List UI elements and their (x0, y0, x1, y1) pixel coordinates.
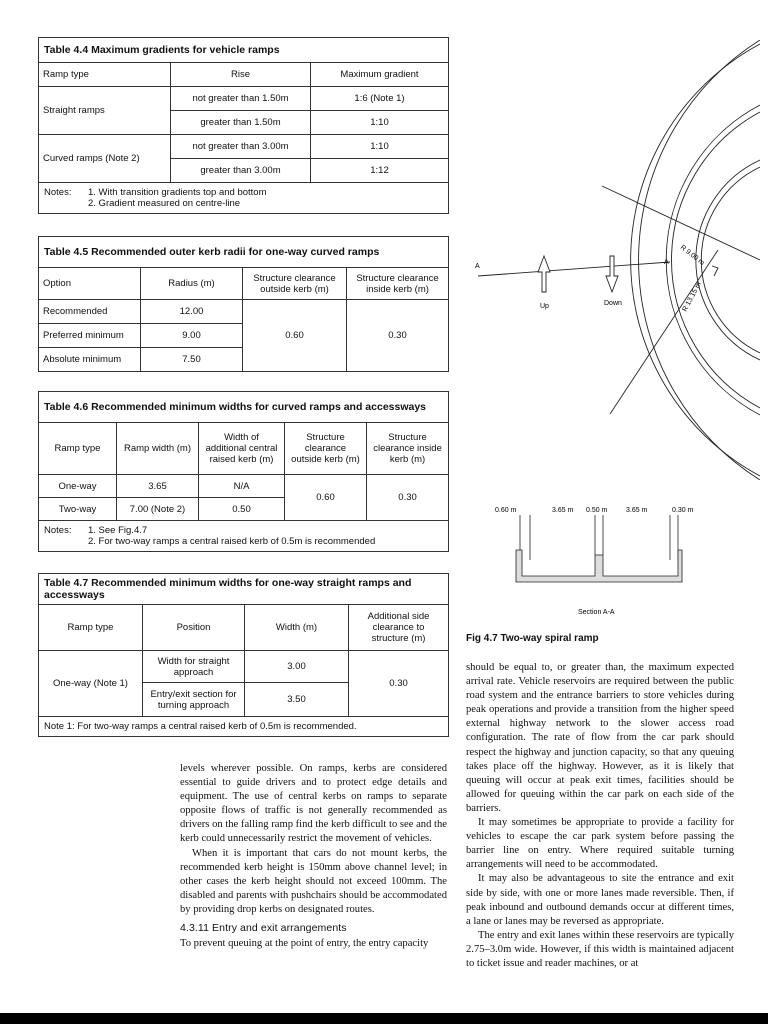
table-cell: 9.00 (141, 324, 243, 348)
header-cell: Option (39, 268, 141, 300)
notes-label: Notes: (44, 525, 72, 536)
dimension-label: 3.65 m (552, 507, 574, 514)
dimension-label: 0.60 m (495, 507, 517, 514)
down-arrow-icon (606, 256, 618, 292)
inner-kerb-arc-2 (701, 167, 760, 353)
section-mark: A (664, 259, 669, 266)
table-cell: 3.50 (245, 683, 349, 717)
note: 2. Gradient measured on centre-line (88, 198, 241, 209)
up-arrow-icon (538, 256, 550, 292)
table-title: Table 4.5 Recommended outer kerb radii for one-way curved ramps (39, 237, 449, 268)
header-cell: Ramp type (39, 423, 117, 475)
dimension-label: 0.50 m (586, 507, 608, 514)
radius-label: R 13.15 m (681, 281, 703, 313)
header-cell: Radius (m) (141, 268, 243, 300)
table-cell: One-way (Note 1) (39, 651, 143, 717)
note: 1. With transition gradients top and bottom (88, 187, 267, 198)
table-4-7 (38, 573, 449, 737)
header-cell: Rise (171, 63, 311, 87)
spiral-ramp-figure (460, 40, 760, 480)
note: 2. For two-way ramps a central raised kerb of 0.5m is recommended (88, 536, 376, 547)
header-cell: Position (143, 605, 245, 651)
section-heading: 4.3.11 Entry and exit arrangements (180, 922, 347, 935)
table-cell: Straight ramps (39, 87, 171, 135)
table-4-5 (38, 236, 449, 372)
left-column-text (180, 762, 447, 951)
note: 1. See Fig.4.7 (88, 525, 148, 536)
table-cell: Two-way (39, 498, 117, 521)
table-cell: 1:12 (311, 159, 449, 183)
paragraph: levels wherever possible. On ramps, kerbs are considered essential to guide drivers and to protect edge details and equipment. The use of central kerbs on ramps to separate opposite flows of traffic is not generally recommended as drivers on the falling ramp find the kerb difficult to see and the kerb could unnecessarily restrict the movement of vehicles. (180, 763, 447, 845)
table-title: Table 4.6 Recommended minimum widths for curved ramps and accessways (39, 392, 449, 423)
header-cell: Width (m) (245, 605, 349, 651)
header-cell: Ramp type (39, 63, 171, 87)
inner-kerb-arc-1 (696, 160, 760, 360)
paragraph: It may sometimes be appropriate to provide a facility for vehicles to escape the car park system before passing the barrier line on entry. Where required suitable turning arrangements will need to be accommodated. (466, 817, 734, 871)
table-cell: 1:10 (311, 135, 449, 159)
section-label: Section A-A (578, 609, 615, 616)
table-cell: 12.00 (141, 300, 243, 324)
section-a-a-figure (490, 500, 710, 625)
paragraph: should be equal to, or greater than, the maximum expected arrival rate. Vehicle reservoirs are required between the public road system and the entrance barriers to store vehicles during peak operations and provide a transition from the higher speed external highway network to the slower access road configuration. The rate of flow from the car park should respect the highway and junction capacity, so that any queuing takes place off the highway. However, as it is likely that queuing will occur at peak exit times, facilities should be allowed for queuing within the car park on each side of the barriers. (466, 662, 734, 814)
table-cell: 0.30 (347, 300, 449, 372)
table-cell: 3.65 (117, 475, 199, 498)
footer-bar (0, 1013, 768, 1024)
header-cell: Ramp width (m) (117, 423, 199, 475)
table-cell: One-way (39, 475, 117, 498)
table-notes: Note 1: For two-way ramps a central raised kerb of 0.5m is recommended. (39, 717, 449, 737)
table-cell: 3.00 (245, 651, 349, 683)
header-cell: Structure clearance inside kerb (m) (347, 268, 449, 300)
paragraph: The entry and exit lanes within these reservoirs are typically 2.75–3.0m wide. However, if this width is maintained adjacent to ticket issue and reader machines, or at (466, 929, 734, 969)
up-label: Up (540, 303, 549, 310)
header-cell: Structure clearance inside kerb (m) (367, 423, 449, 475)
table-cell: not greater than 1.50m (171, 87, 311, 111)
table-title: Table 4.4 Maximum gradients for vehicle ramps (39, 38, 449, 63)
header-cell: Structure clearance outside kerb (m) (285, 423, 367, 475)
table-notes (39, 521, 449, 552)
figure-caption: Fig 4.7 Two-way spiral ramp (466, 633, 599, 644)
table-4-4 (38, 37, 449, 214)
right-column-text (466, 661, 734, 971)
header-cell: Width of additional central raised kerb (m) (199, 423, 285, 475)
paragraph: To prevent queuing at the point of entry, the entry capacity (180, 938, 429, 950)
header-cell: Additional side clearance to structure (m) (349, 605, 449, 651)
table-cell: Width for straight approach (143, 651, 245, 683)
dimension-label: 3.65 m (626, 507, 648, 514)
table-cell: Entry/exit section for turning approach (143, 683, 245, 717)
table-cell: greater than 1.50m (171, 111, 311, 135)
table-cell: 0.60 (285, 475, 367, 521)
notes-label: Notes: (44, 187, 72, 198)
table-cell: 0.60 (243, 300, 347, 372)
table-cell: greater than 3.00m (171, 159, 311, 183)
dimension-label: 0.30 m (672, 507, 694, 514)
header-cell: Maximum gradient (311, 63, 449, 87)
table-cell: 1:6 (Note 1) (311, 87, 449, 111)
central-kerb-arc-2 (671, 112, 760, 408)
down-label: Down (604, 300, 622, 307)
table-cell: 0.30 (349, 651, 449, 717)
table-cell: 7.00 (Note 2) (117, 498, 199, 521)
ramp-section (516, 550, 682, 582)
table-notes (39, 183, 449, 214)
table-4-6 (38, 391, 449, 552)
header-cell: Ramp type (39, 605, 143, 651)
table-cell: 1:10 (311, 111, 449, 135)
table-cell: Curved ramps (Note 2) (39, 135, 171, 183)
table-cell: 7.50 (141, 348, 243, 372)
table-cell: Preferred minimum (39, 324, 141, 348)
table-cell: 0.30 (367, 475, 449, 521)
table-cell: Absolute minimum (39, 348, 141, 372)
paragraph: It may also be advantageous to site the entrance and exit side by side, with one or more lanes made reversible. Then, if peak inbound and outbound demands occur at different times, a lane or lanes may be reversed as appropriate. (466, 873, 734, 927)
table-cell: Recommended (39, 300, 141, 324)
section-mark: A (475, 263, 480, 270)
table-cell: not greater than 3.00m (171, 135, 311, 159)
paragraph: When it is important that cars do not mount kerbs, the recommended kerb height is 150mm above channel level; in other cases the kerb height should not exceed 100mm. The disabled and parents with pushchairs should be accommodated by providing drop kerbs on designated routes. (180, 847, 447, 915)
table-cell: N/A (199, 475, 285, 498)
table-cell: 0.50 (199, 498, 285, 521)
table-title: Table 4.7 Recommended minimum widths for one-way straight ramps and accessways (39, 574, 449, 605)
header-cell: Structure clearance outside kerb (m) (243, 268, 347, 300)
radius-label: R 9.00 m (678, 244, 706, 268)
central-kerb-arc-1 (666, 105, 760, 415)
